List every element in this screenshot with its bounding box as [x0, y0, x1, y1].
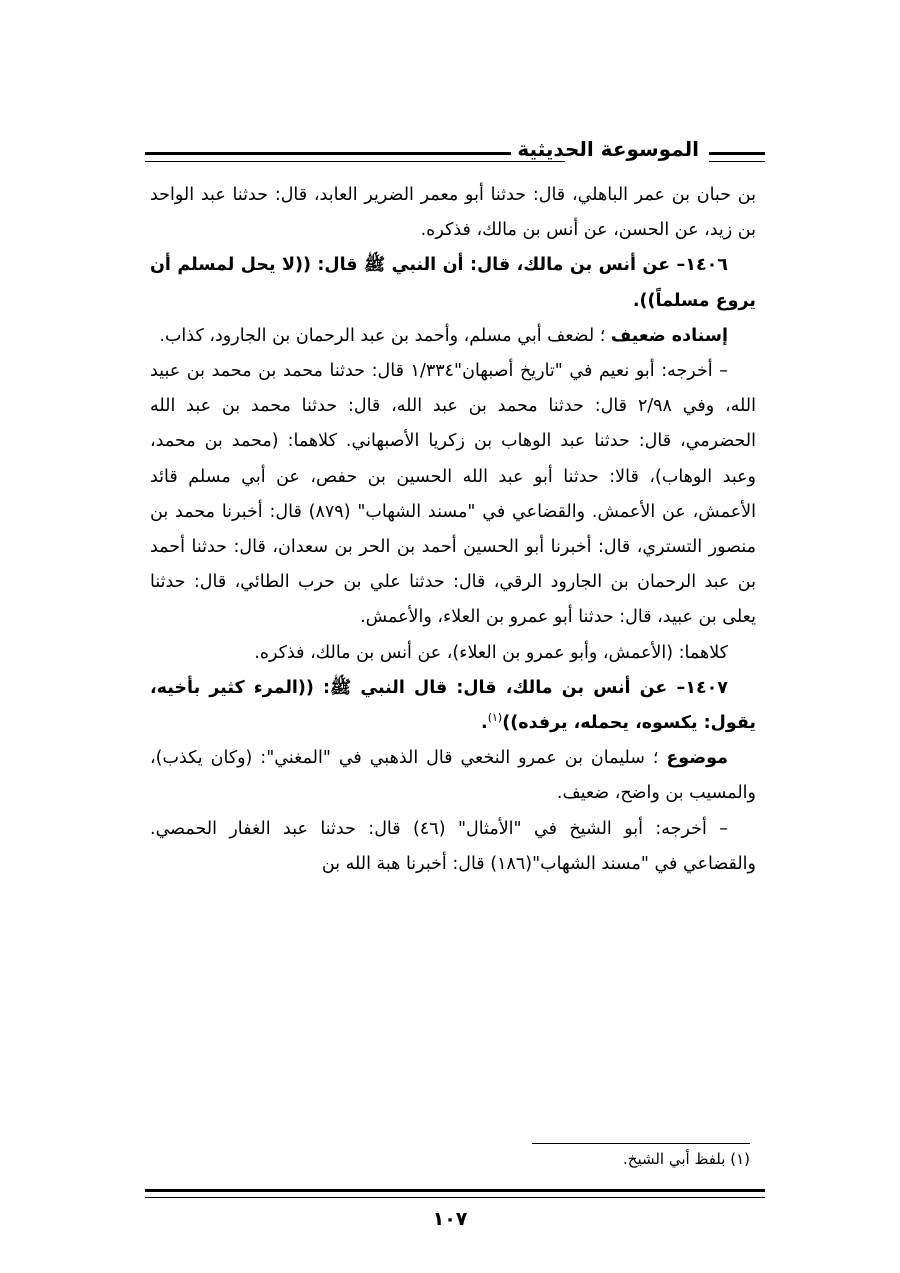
header-rule-left: [145, 152, 565, 162]
text-run: كلاهما: (الأعمش، وأبو عمرو بن العلاء)، عن أنس بن مالك، فذكره.: [254, 642, 728, 663]
paragraph: [150, 178, 756, 248]
text-run: ؛ سليمان بن عمرو النخعي قال الذهبي في "المغني": (وكان يكذب)، والمسيب بن واضح، ضعيف.: [150, 748, 756, 804]
paragraph: [150, 812, 756, 882]
text-run: موضوع: [666, 748, 728, 769]
text-run: – أخرجه: أبو نعيم في "تاريخ أصبهان"١/٣٣٤ قال: حدثنا محمد بن محمد بن عبيد الله، وفي ٢/٩٨ قال: حدثنا محمد بن عبد الله، قال: حدثنا محمد بن عبد الله الحضرمي، قال: حدثنا عبد الوهاب بن زكريا الأصبهاني. كلاهما: (محمد بن محمد، وعبد الوهاب)، قالا: حدثنا أبو عبد الله الحسين بن حفص، عن أبي مسلم قائد الأعمش، عن الأعمش. والقضاعي في "مسند الشهاب" (٨٧٩) قال: أخبرنا محمد بن منصور التستري، قال: أخبرنا أبو الحسين أحمد بن الحر بن سعدان، قال: حدثنا أحمد بن عبد الرحمان بن الجارود الرقي، قال: حدثنا علي بن حرب الطائي، قال: حدثنا يعلى بن عبيد، قال: حدثنا أبو عمرو بن العلاء، والأعمش.: [150, 361, 756, 628]
page-number: ١٠٧: [432, 1208, 468, 1230]
footnote: (١) بلفظ أبي الشيخ.: [623, 1150, 750, 1168]
text-run: إسناده ضعيف: [610, 325, 728, 346]
footnote-separator: [532, 1143, 750, 1144]
paragraph: [150, 319, 756, 354]
bottom-rule: [145, 1189, 765, 1198]
text-run: ؛ لضعف أبي مسلم، وأحمد بن عبد الرحمان بن الجارود، كذاب.: [159, 325, 611, 346]
paragraph: [150, 671, 756, 741]
body-text: [150, 178, 756, 882]
text-run: ١٤٠٦– عن أنس بن مالك، قال: أن النبي ﷺ قال: ((لا يحل لمسلم أن يروع مسلماً)).: [150, 255, 756, 311]
header-rule-right: [709, 152, 765, 162]
header-title: الموسوعة الحديثية: [511, 137, 705, 161]
text-run: .: [481, 713, 488, 734]
footnote-marker[interactable]: (١): [487, 711, 503, 725]
paragraph: [150, 741, 756, 811]
text-run: – أخرجه: أبو الشيخ في "الأمثال" (٤٦) قال: حدثنا عبد الغفار الحمصي. والقضاعي في "مسند الشهاب"(١٨٦) قال: أخبرنا هبة الله بن: [150, 818, 756, 874]
running-header: [145, 135, 765, 175]
text-run: ١٤٠٧– عن أنس بن مالك، قال: قال النبي ﷺ: ((المرء كثير بأخيه، يقول: يكسوه، يحمله، يرفده)): [150, 677, 756, 734]
paragraph: [150, 248, 756, 318]
text-run: بن حبان بن عمر الباهلي، قال: حدثنا أبو معمر الضرير العابد، قال: حدثنا عبد الواحد بن زيد، عن الحسن، عن أنس بن مالك، فذكره.: [150, 185, 756, 241]
paragraph: [150, 636, 756, 671]
paragraph: [150, 354, 756, 636]
